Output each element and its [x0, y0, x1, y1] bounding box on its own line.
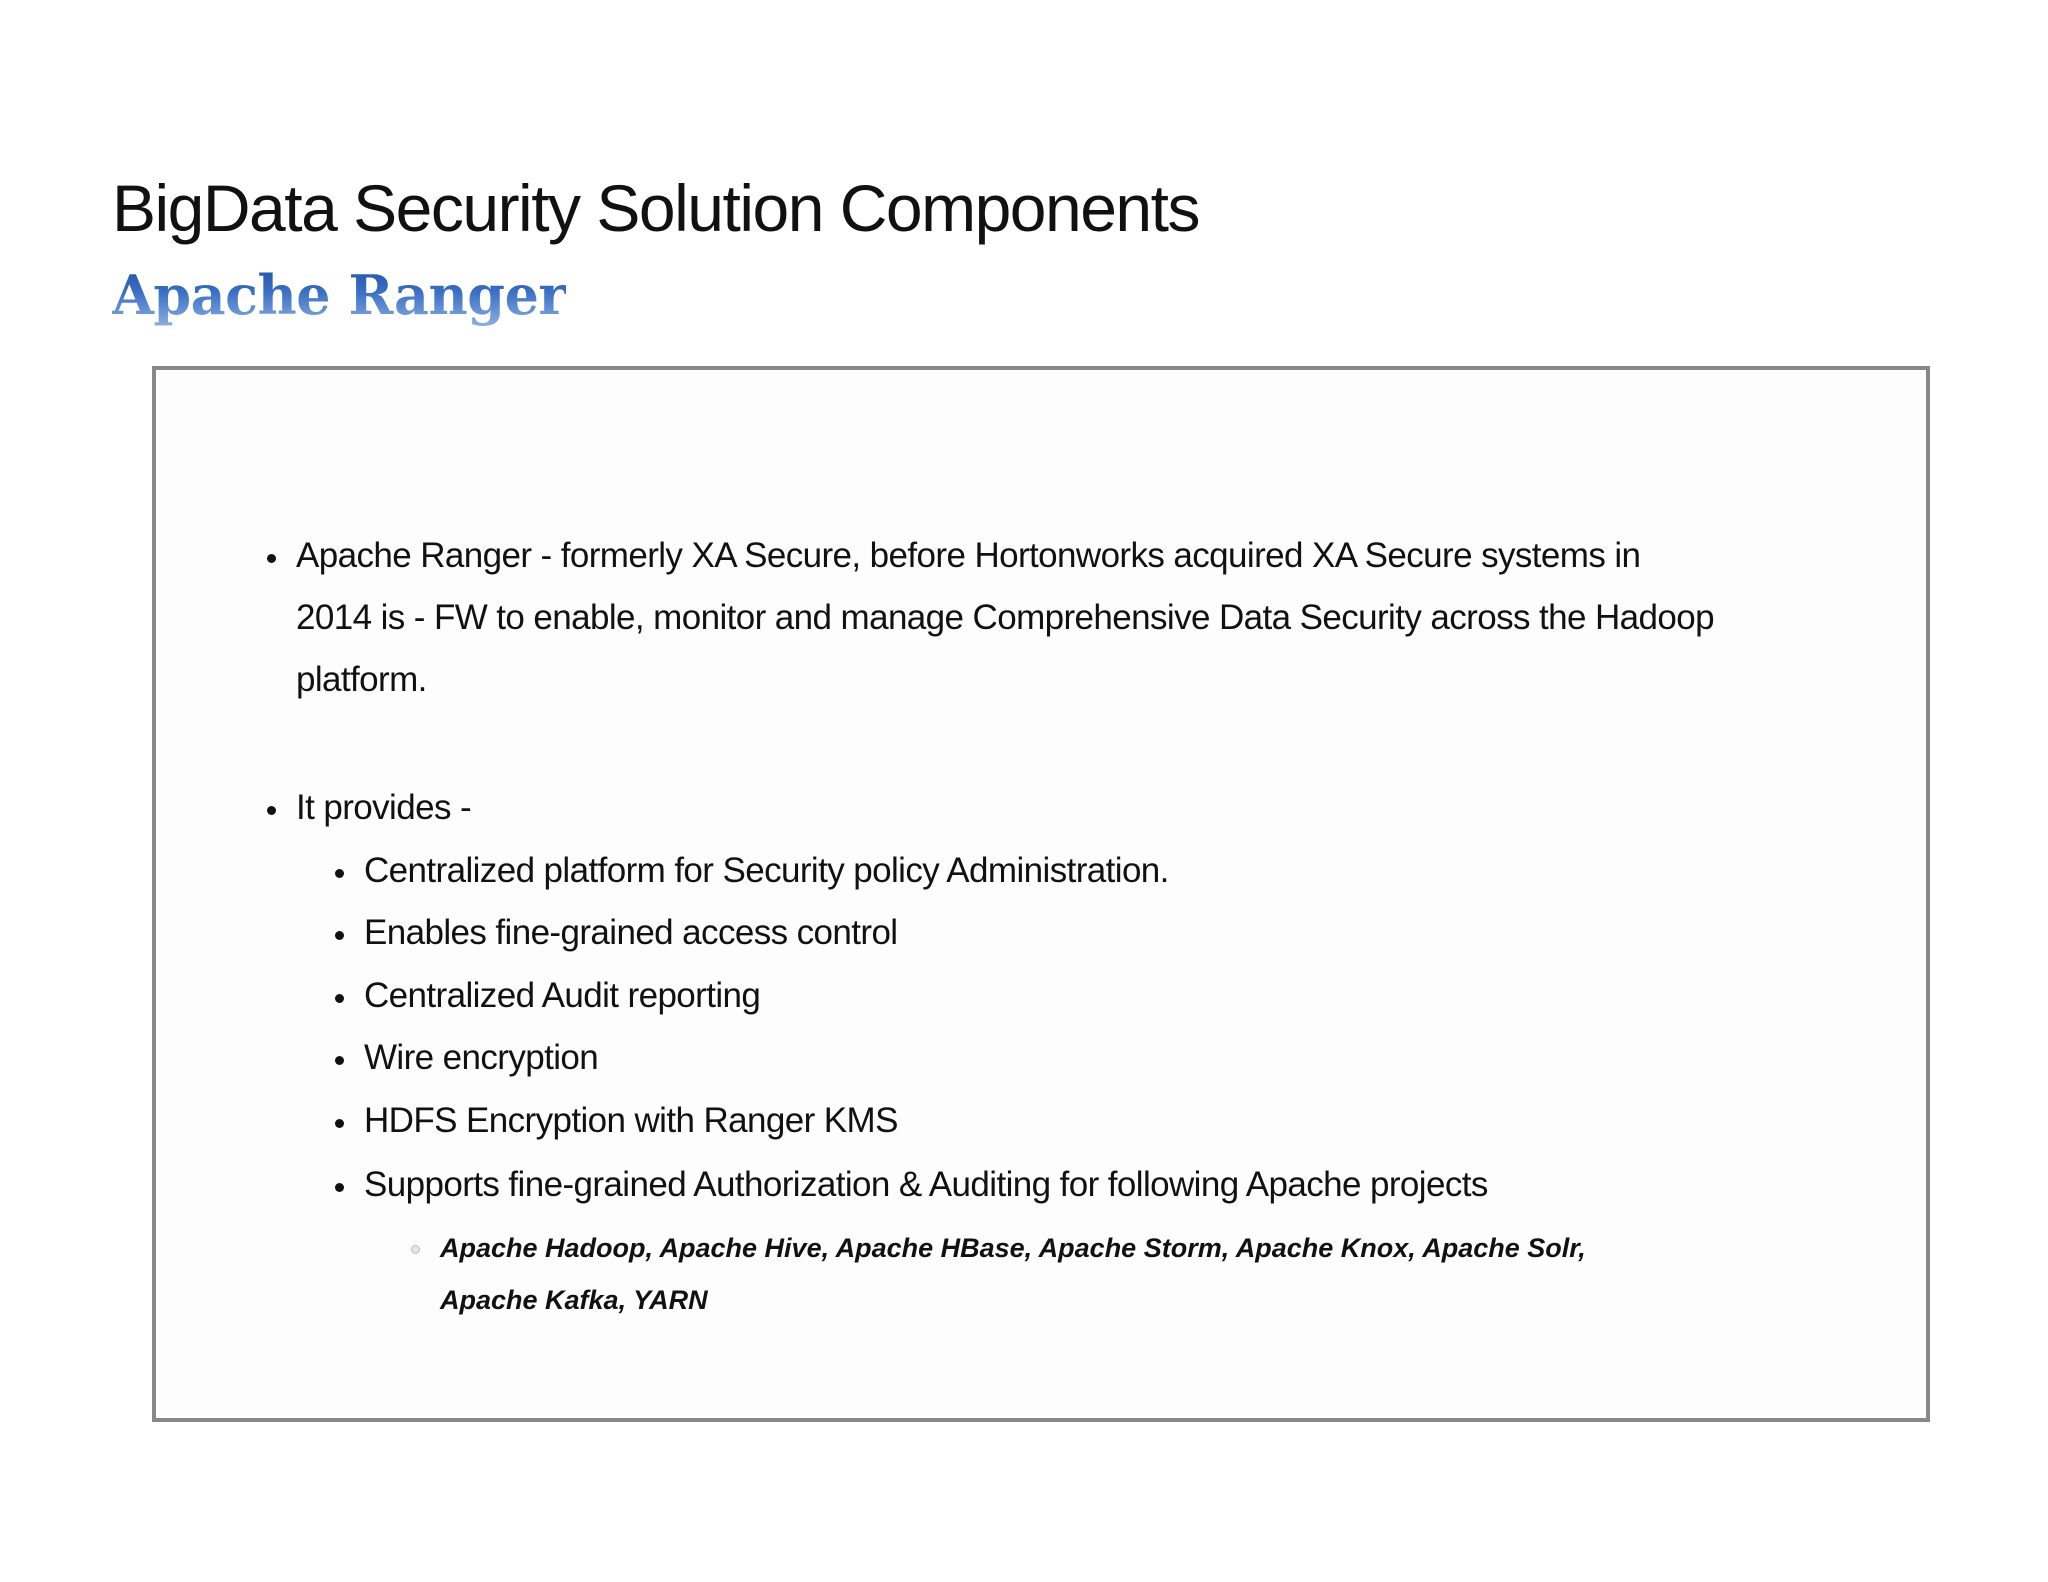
content-box	[152, 366, 1930, 1422]
provides-item: Centralized platform for Security policy Administration.	[364, 851, 1169, 890]
content-body	[156, 370, 1926, 1418]
provides-label: It provides -	[296, 788, 472, 827]
sub-bullet-dot-icon	[335, 869, 344, 878]
projects-line-1: Apache Hadoop, Apache Hive, Apache HBase, Apache Storm, Apache Knox, Apache Solr,	[440, 1233, 1586, 1263]
provides-item: HDFS Encryption with Ranger KMS	[364, 1101, 898, 1140]
provides-item: Supports fine-grained Authorization & Auditing for following Apache projects	[364, 1165, 1488, 1204]
provides-item: Enables fine-grained access control	[364, 913, 898, 952]
bullet-dot-icon	[267, 554, 276, 563]
sub-bullet-dot-icon	[335, 1056, 344, 1065]
hollow-bullet-icon	[411, 1245, 420, 1254]
description-line-3: platform.	[296, 660, 427, 699]
sub-bullet-dot-icon	[335, 931, 344, 940]
provides-item: Centralized Audit reporting	[364, 976, 761, 1015]
description-line-2: 2014 is - FW to enable, monitor and manage Comprehensive Data Security across the Hadoop	[296, 598, 1714, 637]
description-line-1: Apache Ranger - formerly XA Secure, before Hortonworks acquired XA Secure systems in	[296, 536, 1641, 575]
projects-line-2: Apache Kafka, YARN	[440, 1285, 708, 1315]
apache-ranger-logo: Apache Ranger	[112, 263, 567, 327]
sub-bullet-dot-icon	[335, 1183, 344, 1192]
bullet-dot-icon	[267, 806, 276, 815]
sub-bullet-dot-icon	[335, 994, 344, 1003]
provides-item: Wire encryption	[364, 1038, 599, 1077]
sub-bullet-dot-icon	[335, 1119, 344, 1128]
slide-title: BigData Security Solution Components	[112, 171, 1199, 245]
